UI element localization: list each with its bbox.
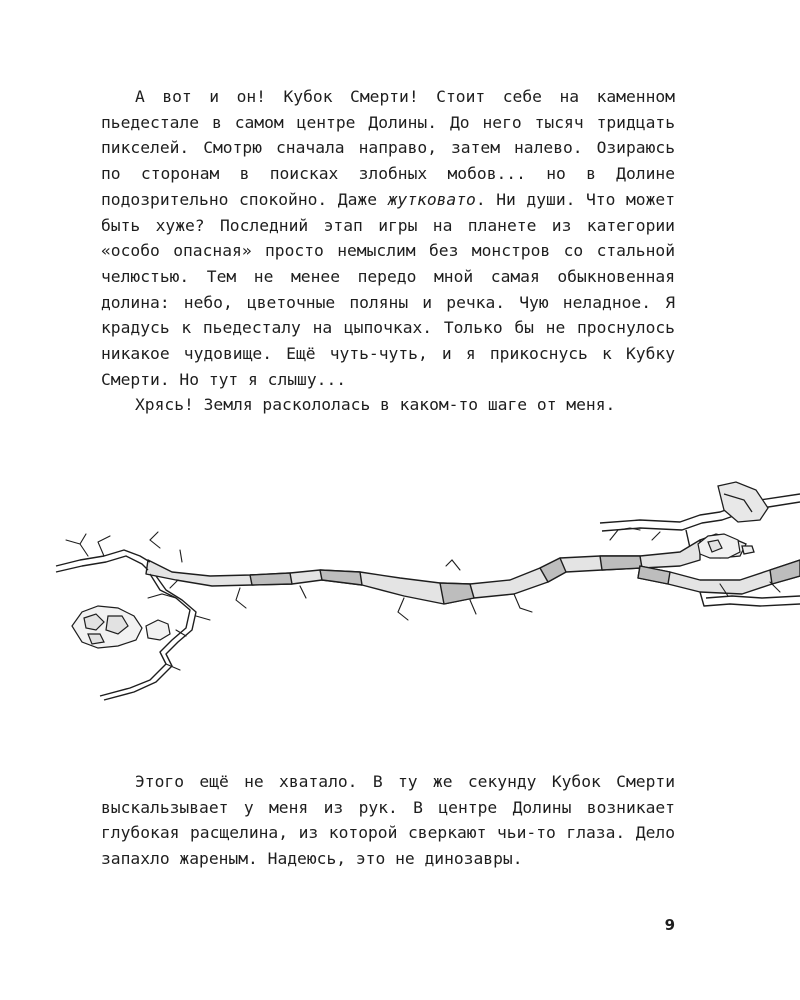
ground-crack-illustration: [0, 470, 800, 710]
paragraph-3: Этого ещё не хватало. В ту же секунду Кубок Смерти выскальзывает у меня из рук. В центре Долины возникает глубокая расщелина, из которой сверкают чьи-то глаза. Дело запахло жареным. Надеюсь, это не динозавры.: [101, 772, 675, 869]
paragraph-1: [101, 84, 675, 392]
pebble-cluster-left: [72, 606, 170, 648]
emphasized-word: жутковато: [387, 189, 476, 209]
paragraph-2: Хрясь! Земля раскололась в каком-то шаге от меня.: [135, 395, 616, 415]
pebble-cluster-right: [698, 534, 740, 558]
bottom-text-block: [101, 769, 675, 872]
paragraph-1-end: . Ни души. Что может быть хуже? Последний этап игры на планете из категории «особо опасная» просто немыслим без монстров со стальной челюстью. Тем не менее передо мной самая обыкновенная долина: небо, цветочные поляны и речка. Чую неладное. Я крадусь к пьедесталу на цыпочках. Только бы не проснулось никакое чудовище. Ещё чуть-чуть, и я прикоснусь к Кубку Смерти. Но тут я слышу...: [101, 189, 676, 389]
top-text-block: [101, 84, 675, 418]
main-fissure: [146, 540, 700, 604]
page-number: 9: [664, 916, 675, 934]
paragraph-1-start: А вот и он! Кубок Смерти! Стоит себе на каменном пьедестале в самом центре Долины. До него тысяч тридцать пикселей. Смотрю сначала направо, затем налево. Озираюсь по сторонам в поисках злобных мобов... но в Долине подозрительно спокойно. Даже: [101, 87, 675, 209]
